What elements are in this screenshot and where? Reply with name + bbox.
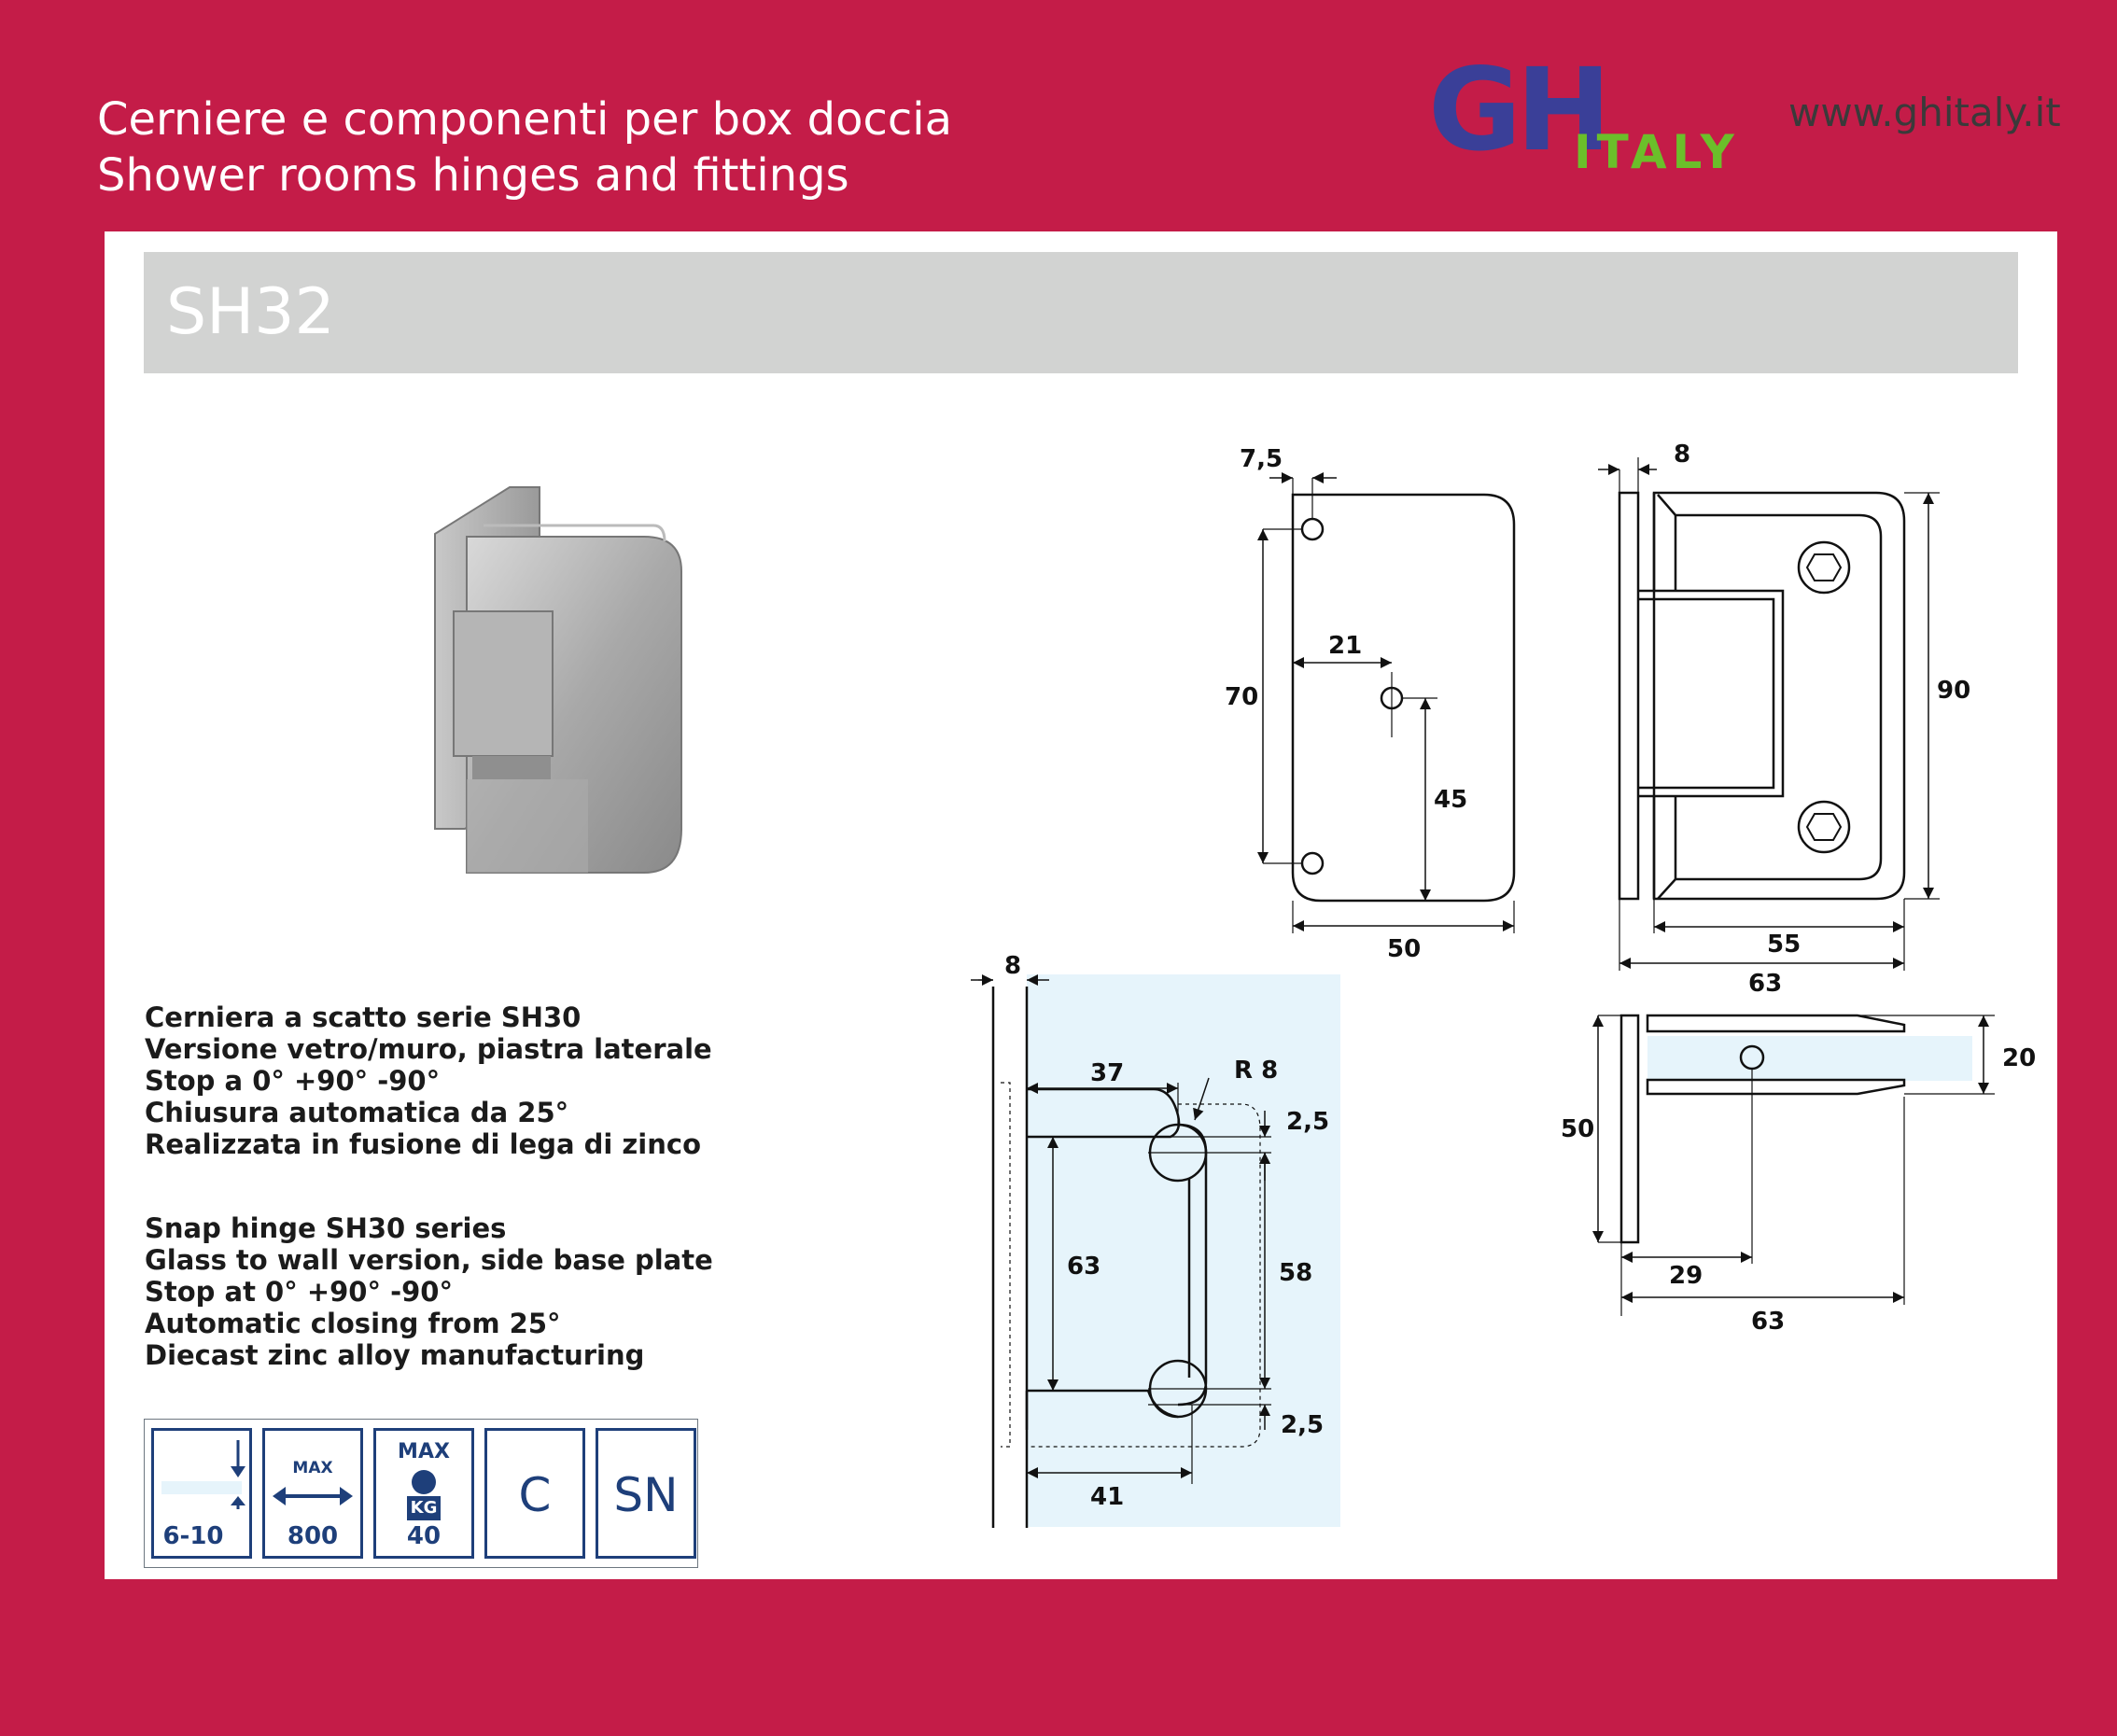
badge-glass-thickness — [151, 1428, 252, 1559]
dim-top-63: 63 — [1751, 1308, 1786, 1336]
dim-section-8: 8 — [1004, 952, 1022, 980]
svg-text:ITALY: ITALY — [1574, 125, 1740, 173]
dim-front-70: 70 — [1225, 683, 1259, 711]
description-line: Realizzata in fusione di lega di zinco — [145, 1128, 701, 1160]
double-arrow-icon — [265, 1477, 360, 1515]
badge-finish-chrome-value: C — [518, 1468, 552, 1522]
badge-glass-thickness-value: 6-10 — [162, 1522, 224, 1550]
dim-front-50: 50 — [1387, 935, 1422, 963]
top-view-drawing — [1598, 1015, 1995, 1316]
description-line: Automatic closing from 25° — [145, 1308, 561, 1339]
badge-max-weight-label: MAX — [398, 1440, 450, 1463]
description-line: Glass to wall version, side base plate — [145, 1244, 713, 1276]
svg-text:GH: GH — [1428, 51, 1606, 173]
dim-side-90: 90 — [1937, 677, 1971, 705]
dim-section-41: 41 — [1090, 1483, 1125, 1511]
badge-kg-unit: KG — [407, 1496, 441, 1520]
dim-front-45: 45 — [1434, 786, 1468, 814]
description-line: Chiusura automatica da 25° — [145, 1097, 569, 1128]
dim-top-50: 50 — [1561, 1115, 1595, 1143]
dim-section-2-5-top: 2,5 — [1286, 1108, 1330, 1136]
dim-section-r8: R 8 — [1234, 1057, 1279, 1085]
spec-badges — [144, 1419, 698, 1568]
badge-finish-satin-nickel — [596, 1428, 696, 1559]
product-photo — [435, 487, 681, 873]
badge-max-width-label: MAX — [292, 1459, 333, 1477]
dim-section-37: 37 — [1090, 1059, 1125, 1087]
badge-max-weight — [373, 1428, 474, 1559]
side-view-drawing — [1598, 457, 1940, 971]
header-title-english: Shower rooms hinges and fittings — [97, 149, 849, 202]
dim-top-20: 20 — [2002, 1044, 2037, 1072]
header-title-italian: Cerniere e componenti per box doccia — [97, 93, 953, 146]
dim-front-21: 21 — [1328, 632, 1363, 660]
section-view-drawing — [971, 974, 1340, 1528]
product-code: SH32 — [166, 275, 335, 349]
weight-icon — [376, 1468, 471, 1496]
description-line: Stop a 0° +90° -90° — [145, 1065, 441, 1097]
dim-side-63: 63 — [1748, 970, 1783, 998]
front-view-drawing — [1263, 478, 1514, 933]
dim-side-8: 8 — [1674, 441, 1691, 469]
badge-finish-chrome — [484, 1428, 585, 1559]
description-line: Snap hinge SH30 series — [145, 1212, 507, 1244]
dim-section-63: 63 — [1067, 1253, 1101, 1281]
description-line: Stop at 0° +90° -90° — [145, 1276, 453, 1308]
badge-finish-satin-nickel-value: SN — [613, 1468, 679, 1522]
website-link[interactable]: www.ghitaly.it — [1788, 90, 2061, 135]
description-line: Cerniera a scatto serie SH30 — [145, 1001, 582, 1033]
glass-thickness-icon — [154, 1435, 249, 1509]
description-line: Versione vetro/muro, piastra laterale — [145, 1033, 712, 1065]
dim-top-29: 29 — [1669, 1262, 1703, 1290]
dim-side-55: 55 — [1767, 931, 1802, 959]
badge-max-weight-value: 40 — [406, 1522, 442, 1550]
dim-section-58: 58 — [1279, 1259, 1313, 1287]
description-italian — [145, 1001, 712, 1160]
description-english — [145, 1212, 713, 1371]
dim-section-2-5-bottom: 2,5 — [1281, 1411, 1325, 1439]
badge-max-width — [262, 1428, 363, 1559]
badge-max-width-value: 800 — [287, 1522, 339, 1550]
description-line: Diecast zinc alloy manufacturing — [145, 1339, 645, 1371]
dim-front-7-5: 7,5 — [1240, 445, 1283, 473]
